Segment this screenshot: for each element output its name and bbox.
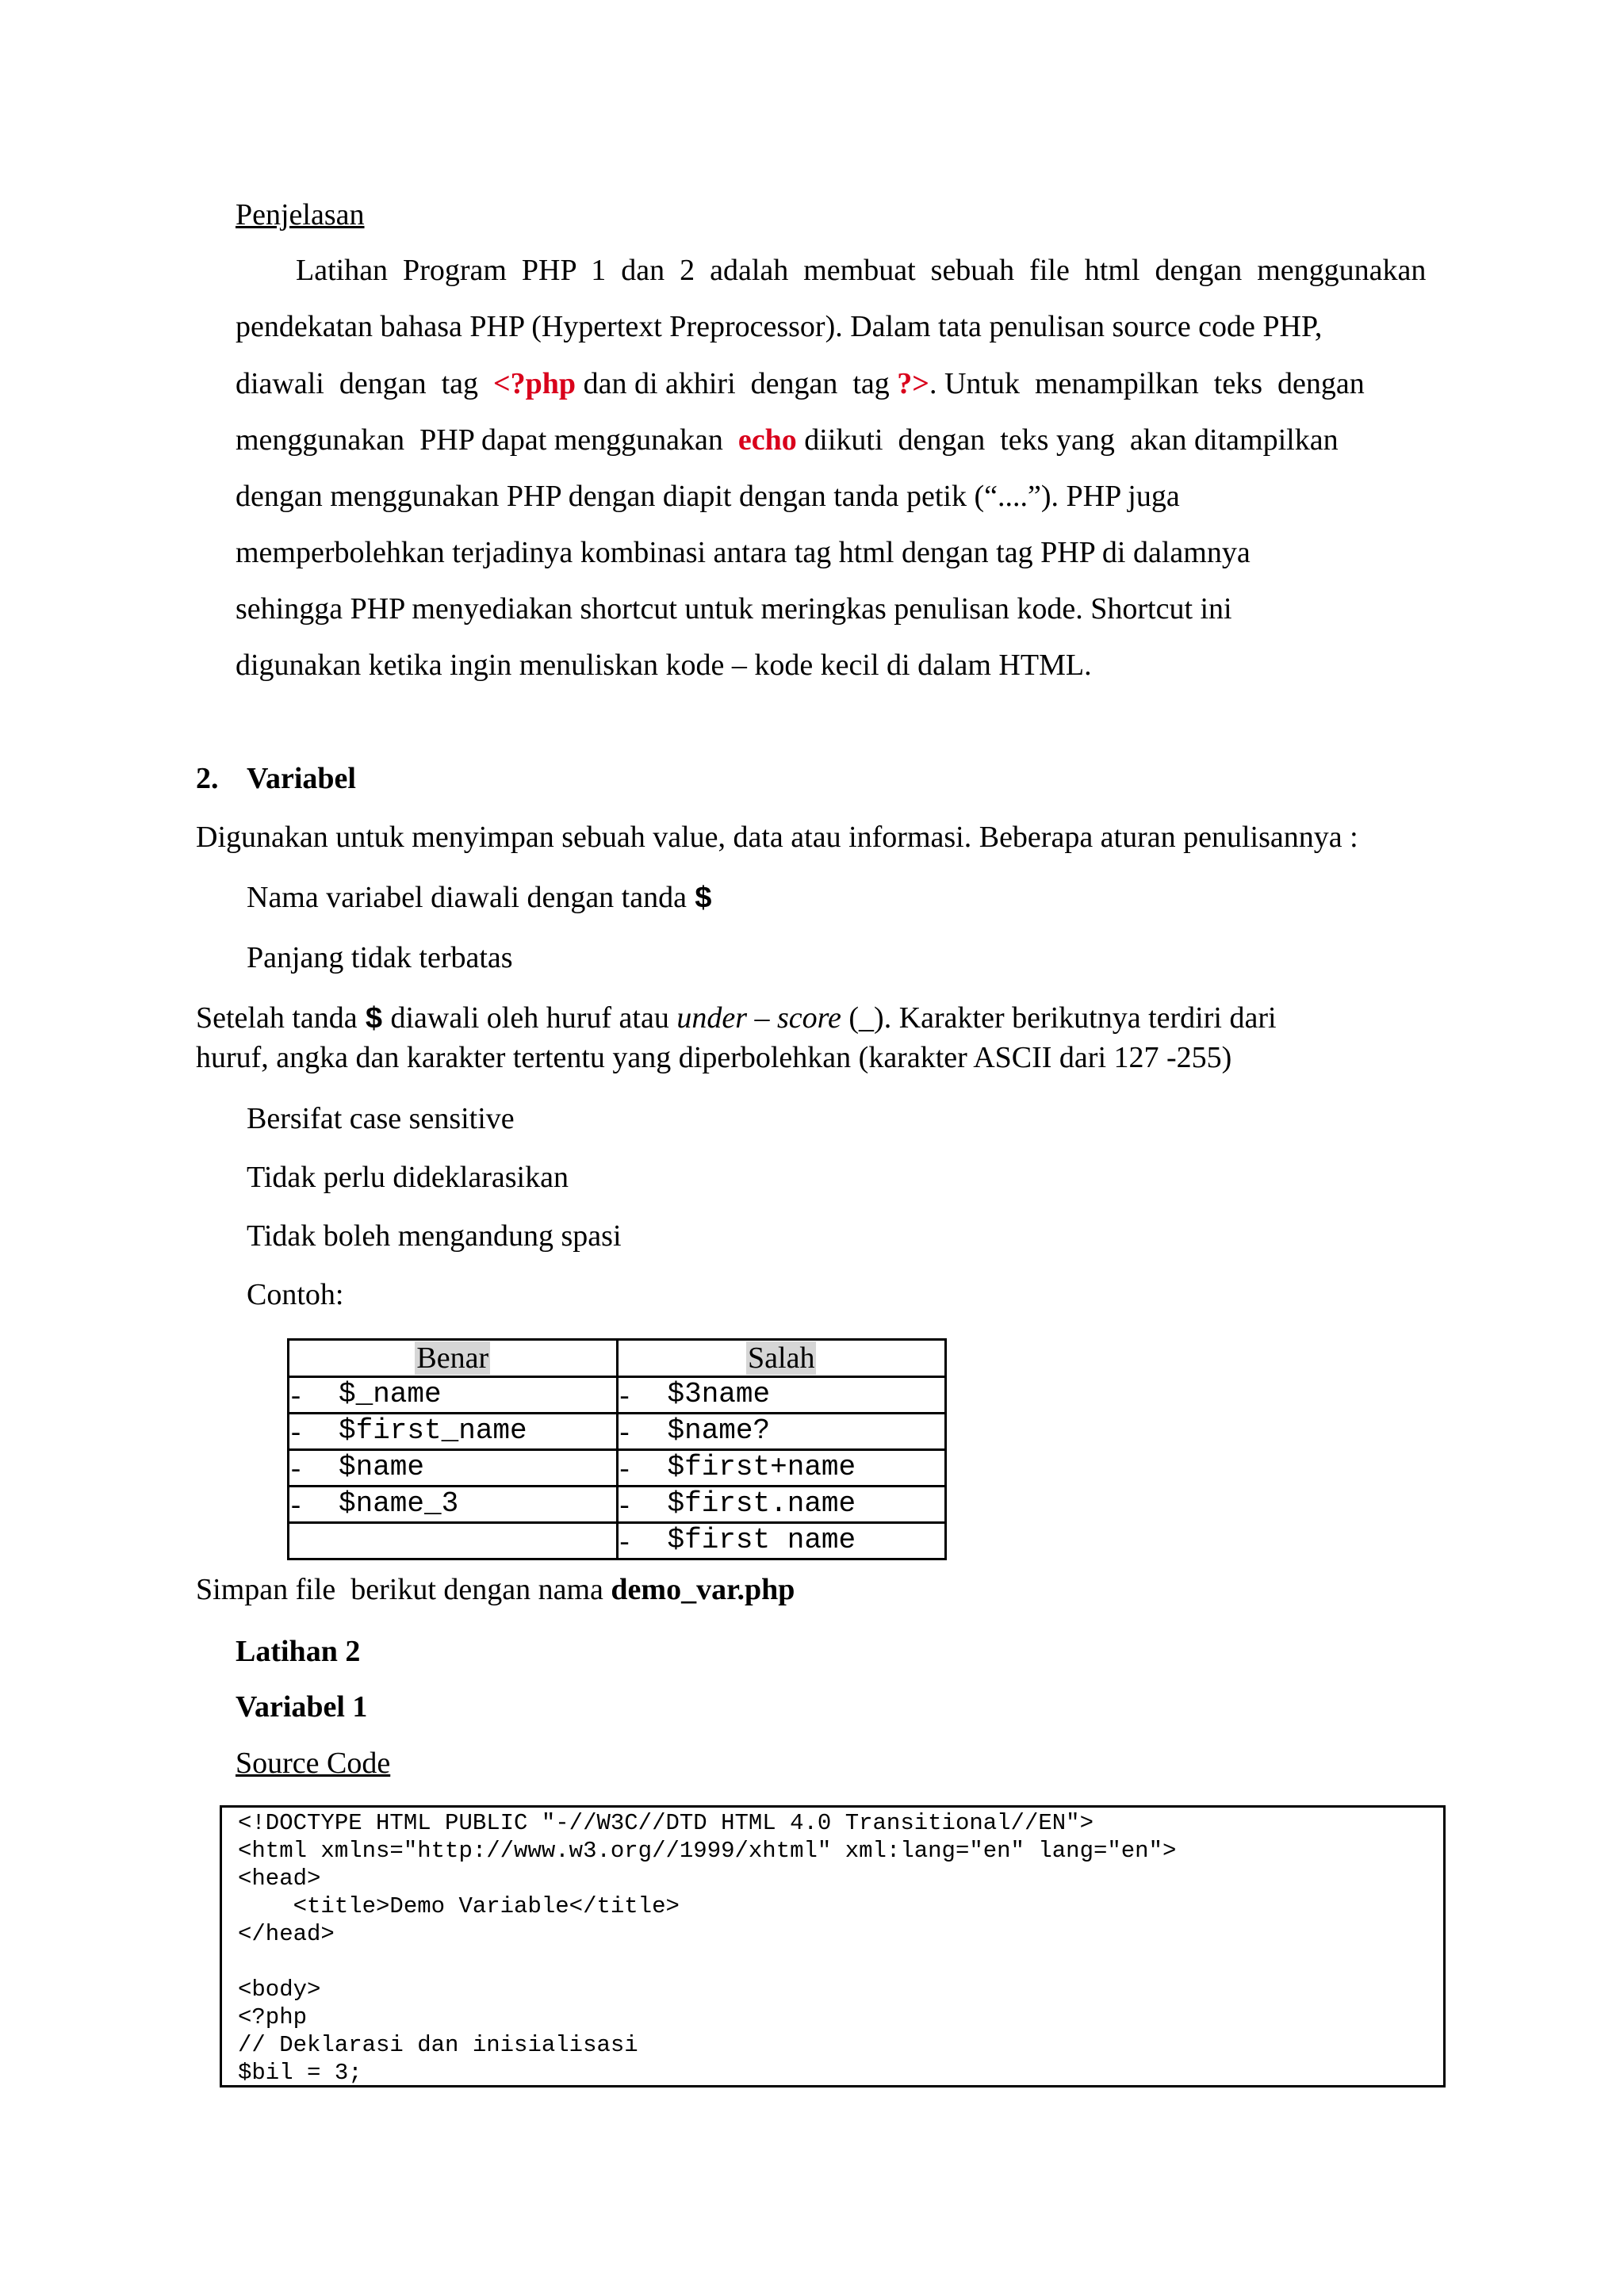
table-row [289,1377,946,1414]
cell-benar: - $name_3 [289,1487,618,1523]
rule-3-c: (_). Karakter berikutnya terdiri dari [841,1001,1277,1035]
paragraph-line-1-text: Latihan Program PHP 1 dan 2 adalah membuat sebuah file html dengan menggunakan [296,254,1427,287]
rule-6: Tidak boleh mengandung spasi [247,1219,622,1253]
rule-3-b: diawali oleh huruf atau [382,1001,677,1035]
rule-2: Panjang tidak terbatas [247,941,513,974]
table-row [289,1450,946,1487]
code-line: $bil = 3; [238,2060,362,2086]
rule-3-italic: under – score [676,1001,841,1035]
dollar-symbol: $ [365,1003,383,1037]
paragraph-line-3-b: dan di akhiri dengan tag [576,367,898,400]
rule-3 [196,1001,1277,1038]
cell-benar: - $name [289,1450,618,1487]
code-block [238,1809,1176,2087]
latihan-title: Latihan 2 [236,1635,361,1668]
paragraph-line-3-c: . Untuk menampilkan teks dengan [929,367,1365,400]
paragraph-line-6: memperbolehkan terjadinya kombinasi antara tag html dengan tag PHP di dalamnya [236,536,1251,569]
cell-salah: - $first.name [617,1487,946,1523]
cell-salah: - $name? [617,1414,946,1450]
code-line: <body> [238,1976,321,2003]
code-line: <!DOCTYPE HTML PUBLIC "-//W3C//DTD HTML 4.0 Transitional//EN"> [238,1810,1094,1836]
php-open-tag: <?php [493,367,576,400]
section-title: Variabel [247,762,356,795]
paragraph-line-2: pendekatan bahasa PHP (Hypertext Preprocessor). Dalam tata penulisan source code PHP, [236,310,1323,343]
table-header-row [289,1340,946,1377]
table-row [289,1414,946,1450]
variable-examples-table [287,1338,947,1560]
paragraph-line-3 [236,366,1365,401]
source-code-label: Source Code [236,1747,391,1780]
simpan-text: Simpan file berikut dengan nama [196,1573,611,1606]
code-line: <head> [238,1866,321,1892]
simpan-line [196,1572,795,1607]
paragraph-line-4 [236,423,1339,457]
paragraph-line-4-b: diikuti dengan teks yang akan ditampilkan [796,423,1339,457]
code-line: // Deklarasi dan inisialisasi [238,2032,638,2058]
rule-5: Tidak perlu dideklarasikan [247,1161,569,1194]
code-line: <?php [238,2004,308,2030]
paragraph-line-5: dengan menggunakan PHP dengan diapit dengan tanda petik (“....”). PHP juga [236,480,1180,513]
paragraph-line-7: sehingga PHP menyediakan shortcut untuk meringkas penulisan kode. Shortcut ini [236,592,1232,626]
php-close-tag: ?> [897,367,929,400]
rule-3-line-2: huruf, angka dan karakter tertentu yang diperbolehkan (karakter ASCII dari 127 -255) [196,1041,1232,1074]
table-row [289,1523,946,1559]
source-code-box [220,1805,1446,2087]
cell-benar-empty [289,1523,618,1559]
section-intro: Digunakan untuk menyimpan sebuah value, data atau informasi. Beberapa aturan penulisannya : [196,821,1358,854]
section-number: 2. [196,762,219,795]
echo-keyword: echo [737,423,797,457]
filename: demo_var.php [611,1573,795,1606]
rule-4: Bersifat case sensitive [247,1102,515,1135]
header-benar: Benar [289,1340,618,1377]
code-line: </head> [238,1921,335,1947]
cell-salah: - $first name [617,1523,946,1559]
code-line: <title>Demo Variable</title> [238,1893,680,1919]
header-salah: Salah [617,1340,946,1377]
penjelasan-heading: Penjelasan [236,198,365,232]
latihan-subtitle: Variabel 1 [236,1690,368,1724]
cell-benar: - $first_name [289,1414,618,1450]
paragraph-line-4-a: menggunakan PHP dapat menggunakan [236,423,738,457]
paragraph-line-8: digunakan ketika ingin menuliskan kode – kode kecil di dalam HTML. [236,649,1092,682]
cell-salah: - $3name [617,1377,946,1414]
dollar-symbol: $ [694,882,713,916]
code-line: <html xmlns="http://www.w3.org//1999/xhtml" xml:lang="en" lang="en"> [238,1838,1177,1864]
paragraph-line-3-a: diawali dengan tag [236,367,494,400]
paragraph-line-1 [296,253,1427,288]
rule-1 [247,880,712,917]
contoh-label: Contoh: [247,1278,344,1311]
rule-3-a: Setelah tanda [196,1001,366,1035]
cell-benar: - $_name [289,1377,618,1414]
cell-salah: - $first+name [617,1450,946,1487]
rule-1-text: Nama variabel diawali dengan tanda [247,881,695,914]
table-row [289,1487,946,1523]
